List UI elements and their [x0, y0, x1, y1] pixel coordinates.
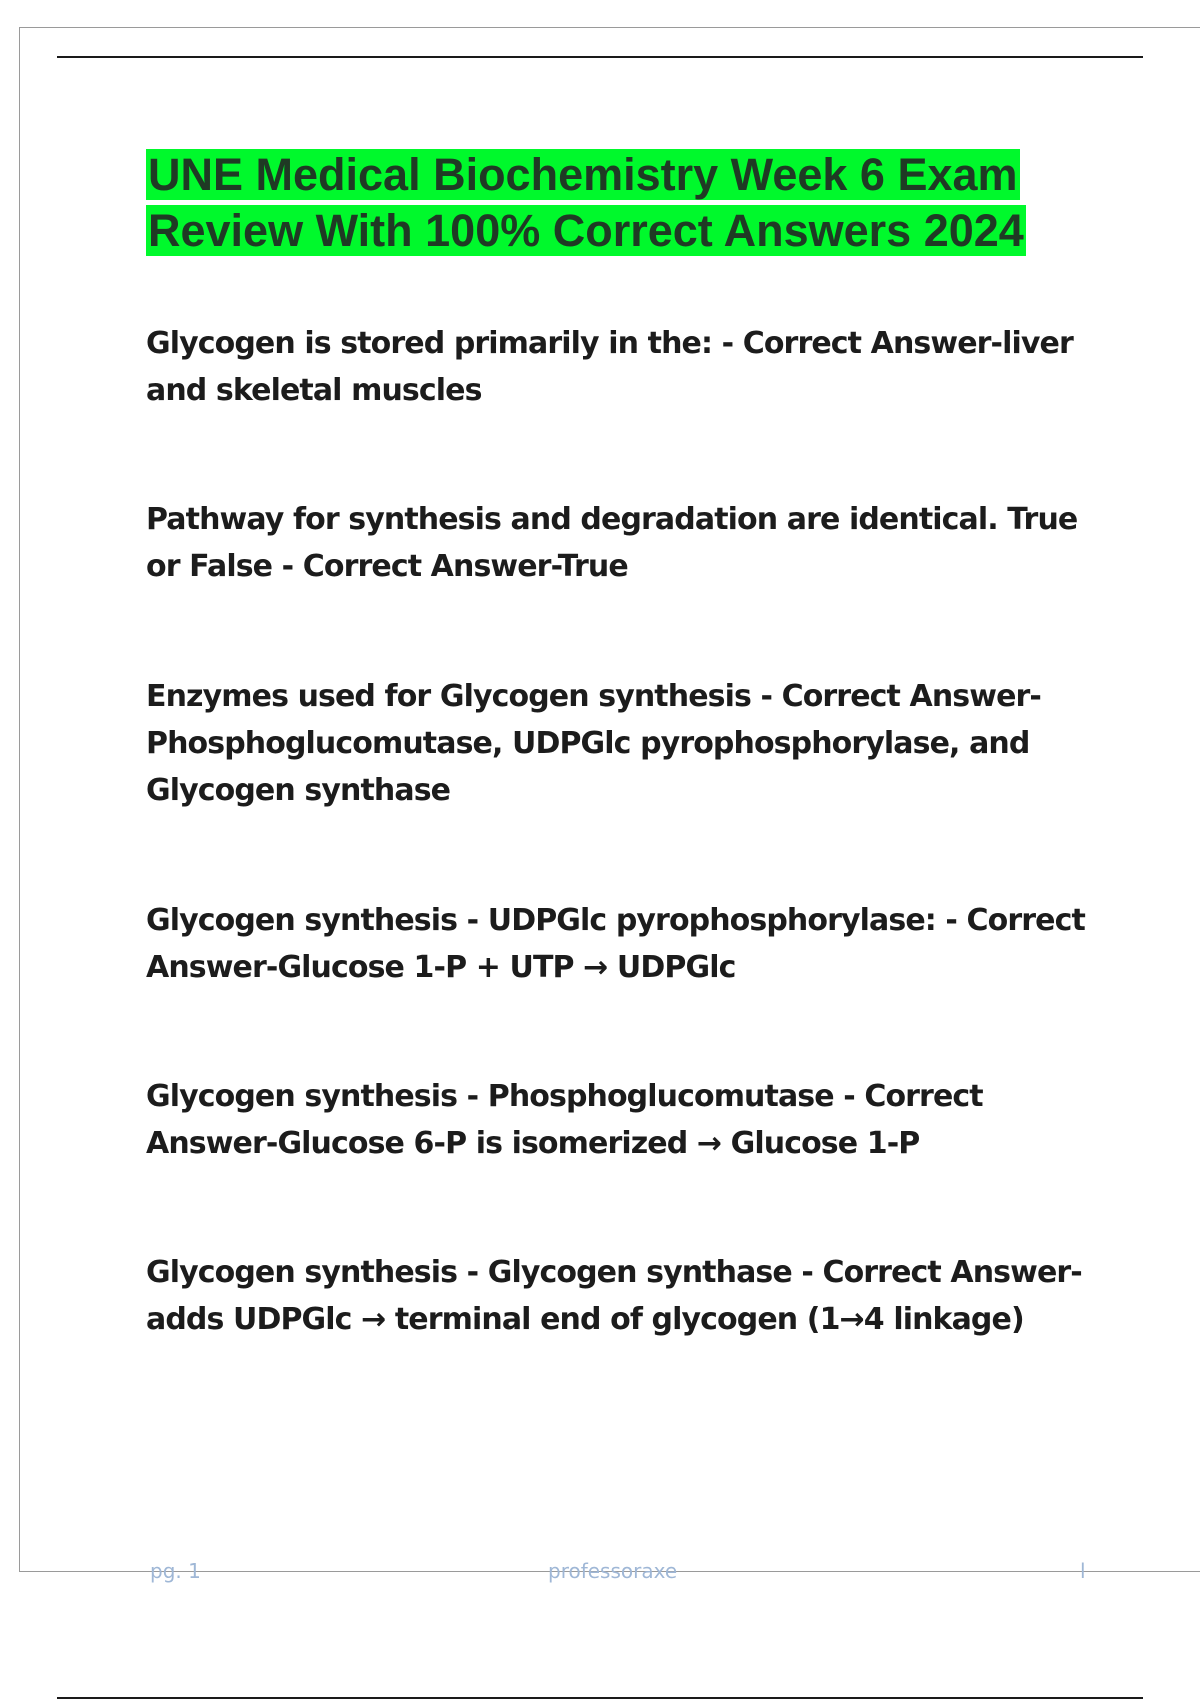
qa-item-6: Glycogen synthesis - Glycogen synthase - Correct Answer-adds UDPGlc → terminal end of glycogen (1→4 linkage) [146, 1255, 1082, 1337]
footer-page-number: pg. 1 [150, 1559, 201, 1583]
document-title [146, 147, 1086, 259]
title-highlight: UNE Medical Biochemistry Week 6 Exam Review With 100% Correct Answers 2024 [148, 149, 1024, 256]
footer-watermark-text: professoraxe [548, 1559, 678, 1583]
bottom-rule [57, 1697, 1143, 1699]
qa-item-1: Glycogen is stored primarily in the: - Correct Answer-liver and skeletal muscles [146, 326, 1073, 408]
qa-item-4: Glycogen synthesis - UDPGlc pyrophosphorylase: - Correct Answer-Glucose 1-P + UTP → UDPGlc [146, 903, 1085, 985]
footer-right-mark: l [1080, 1559, 1086, 1583]
top-rule [57, 56, 1143, 58]
qa-item-5: Glycogen synthesis - Phosphoglucomutase - Correct Answer-Glucose 6-P is isomerized → Glucose 1-P [146, 1079, 983, 1161]
qa-item-3: Enzymes used for Glycogen synthesis - Correct Answer-Phosphoglucomutase, UDPGlc pyrophosphorylase, and Glycogen synthase [146, 679, 1041, 808]
qa-item-2: Pathway for synthesis and degradation are identical. True or False - Correct Answer-True [146, 502, 1078, 584]
